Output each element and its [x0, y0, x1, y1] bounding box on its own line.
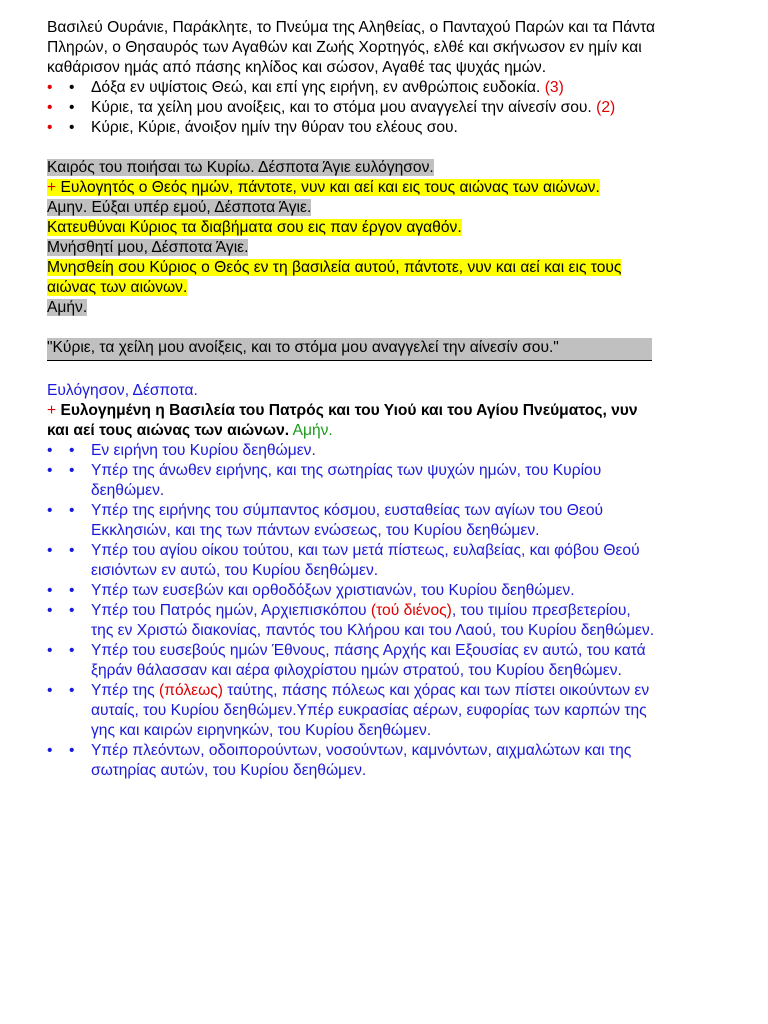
intro-paragraph: Βασιλεύ Ουράνιε, Παράκλητε, το Πνεύμα της Αληθείας, ο Πανταχού Παρών και τα Πάντα Πληρών, ο Θησαυρός των Αγαθών και Ζωής Χορτηγός, ελθέ και σκήνωσον εν ημίν και καθάρισον ημάς από πάσης κηλίδος και σώσον, Αγαθέ τας ψυχάς ημών. — [47, 19, 656, 76]
eulogison-line: Ευλόγησον, Δέσποτα. — [47, 382, 198, 399]
list-item — [47, 441, 657, 461]
cross-icon: + — [47, 179, 57, 196]
dialogue-line: Αμήν. — [47, 299, 88, 316]
bullet-icon: • — [47, 602, 53, 619]
cross-icon: + — [47, 402, 57, 419]
list-item — [47, 118, 657, 138]
bullet-icon: • — [47, 79, 53, 96]
bullet-icon: • — [69, 682, 75, 699]
item-text: Κύριε, Κύριε, άνοιξον ημίν την θύραν του ελέους σου. — [91, 119, 458, 136]
petition-text: Υπέρ του ευσεβούς ημών Έθνους, πάσης Αρχής και Εξουσίας εν αυτώ, του κατά ξηράν θάλασσαν και αέρα φιλοχρίστου ημών στρατού, του Κυρίου δεηθώμεν. — [91, 642, 646, 679]
bullet-icon: • — [69, 502, 75, 519]
bullet-icon: • — [47, 442, 53, 459]
bullet-icon: • — [47, 502, 53, 519]
blessing-paragraph — [47, 401, 657, 441]
bullet-icon: • — [47, 542, 53, 559]
bullet-icon: • — [47, 99, 53, 116]
litany-list — [47, 441, 657, 781]
dialogue-line: Καιρός του ποιήσαι τω Κυρίω. Δέσποτα Άγιε ευλόγησον. — [47, 159, 434, 176]
amen-response: Αμήν. — [292, 422, 333, 439]
list-item — [47, 681, 657, 741]
bullet-icon: • — [69, 119, 75, 136]
dialogue-line: Μνήσθητί μου, Δέσποτα Άγιε. — [47, 239, 249, 256]
petition-text: Υπέρ του αγίου οίκου τούτου, και των μετά πίστεως, ευλαβείας, και φόβου Θεού εισιόντων εν αυτώ, του Κυρίου δεηθώμεν. — [91, 542, 640, 579]
bullet-icon: • — [47, 582, 53, 599]
bullet-icon: • — [69, 442, 75, 459]
bullet-icon: • — [47, 742, 53, 759]
list-item — [47, 98, 657, 118]
quote-line: "Κύριε, τα χείλη μου ανοίξεις, και το στόμα μου αναγγελεί την αίνεσίν σου." — [47, 338, 652, 361]
bullet-icon: • — [69, 582, 75, 599]
list-item-text — [91, 118, 657, 138]
bullet-icon: • — [47, 119, 53, 136]
list-item-text — [91, 78, 657, 98]
blessing-text: Ευλογημένη η Βασιλεία του Πατρός και του Υιού και του Αγίου Πνεύματος, νυν και αεί τους αιώνας των αιώνων. — [47, 402, 638, 439]
dialogue-section — [47, 158, 657, 318]
item-text: Κύριε, τα χείλη μου ανοίξεις, και το στόμα μου αναγγελεί την αίνεσίν σου. — [91, 99, 592, 116]
list-item — [47, 461, 657, 501]
bullet-icon: • — [47, 462, 53, 479]
list-item — [47, 741, 657, 781]
petition-text: Υπέρ των ευσεβών και ορθοδόξων χριστιανών, του Κυρίου δεηθώμεν. — [91, 582, 575, 599]
bullet-icon: • — [69, 79, 75, 96]
petition-text: Υπέρ της άνωθεν ειρήνης, και της σωτηρίας των ψυχών ημών, του Κυρίου δεηθώμεν. — [91, 462, 602, 499]
bullet-icon: • — [69, 462, 75, 479]
petition-text: Υπέρ της (πόλεως) ταύτης, πάσης πόλεως και χόρας και των πίστει οικούντων εν αυταίς, του Κυρίου δεηθώμεν.Υπέρ ευκρασίας αέρων, ευφορίας των καρπών της γης και καιρών ειρηνηκών, του Κυρίου δεηθώμεν. — [91, 682, 650, 739]
list-item-text — [91, 98, 657, 118]
dialogue-line: Κατευθύναι Κύριος τα διαβήματα σου εις παν έργον αγαθόν. — [47, 219, 462, 236]
petition-text: Υπέρ της ειρήνης του σύμπαντος κόσμου, ευσταθείας των αγίων του Θεού Εκκλησιών, και της των πάντων ενώσεως, του Κυρίου δεηθώμεν. — [91, 502, 604, 539]
dialogue-line: Ευλογητός ο Θεός ημών, πάντοτε, νυν και αεί και εις τους αιώνας των αιώνων. — [60, 179, 600, 196]
bullet-icon: • — [47, 642, 53, 659]
bullet-icon: • — [47, 682, 53, 699]
list-item — [47, 601, 657, 641]
bullet-icon: • — [69, 99, 75, 116]
bullet-icon: • — [69, 542, 75, 559]
name-placeholder: (τού διένος) — [370, 602, 452, 619]
petition-text: Εν ειρήνη του Κυρίου δεηθώμεν. — [91, 442, 316, 459]
bullet-icon: • — [69, 642, 75, 659]
city-placeholder: (πόλεως) — [159, 682, 223, 699]
list-item — [47, 641, 657, 681]
repeat-note: (3) — [544, 79, 564, 96]
list-item — [47, 501, 657, 541]
list-item — [47, 581, 657, 601]
list-item — [47, 78, 657, 98]
dialogue-line: Αμην. Εύξαι υπέρ εμού, Δέσποτα Άγιε. — [47, 199, 312, 216]
petition-text: Υπέρ πλεόντων, οδοιπορούντων, νοσούντων, καμνόντων, αιχμαλώτων και της σωτηρίας αυτών, του Κυρίου δεηθώμεν. — [91, 742, 632, 779]
bullet-icon: • — [69, 742, 75, 759]
item-text: Δόξα εν υψίστοις Θεώ, και επί γης ειρήνη, εν ανθρώποις ευδοκία. — [91, 79, 541, 96]
dialogue-line: Μνησθείη σου Κύριος ο Θεός εν τη βασιλεία αυτού, πάντοτε, νυν και αεί και εις τους αιώνας των αιώνων. — [47, 259, 622, 296]
repeat-note: (2) — [596, 99, 616, 116]
bullet-icon: • — [69, 602, 75, 619]
petition-text: Υπέρ του Πατρός ημών, Αρχιεπισκόπου (τού διένος), του τιμίου πρεσβετερίου, της εν Χριστώ διακονίας, παντός του Κλήρου και του Λαού, του Κυρίου δεηθώμεν. — [91, 602, 655, 639]
list-item — [47, 541, 657, 581]
top-bullet-list — [47, 78, 657, 138]
